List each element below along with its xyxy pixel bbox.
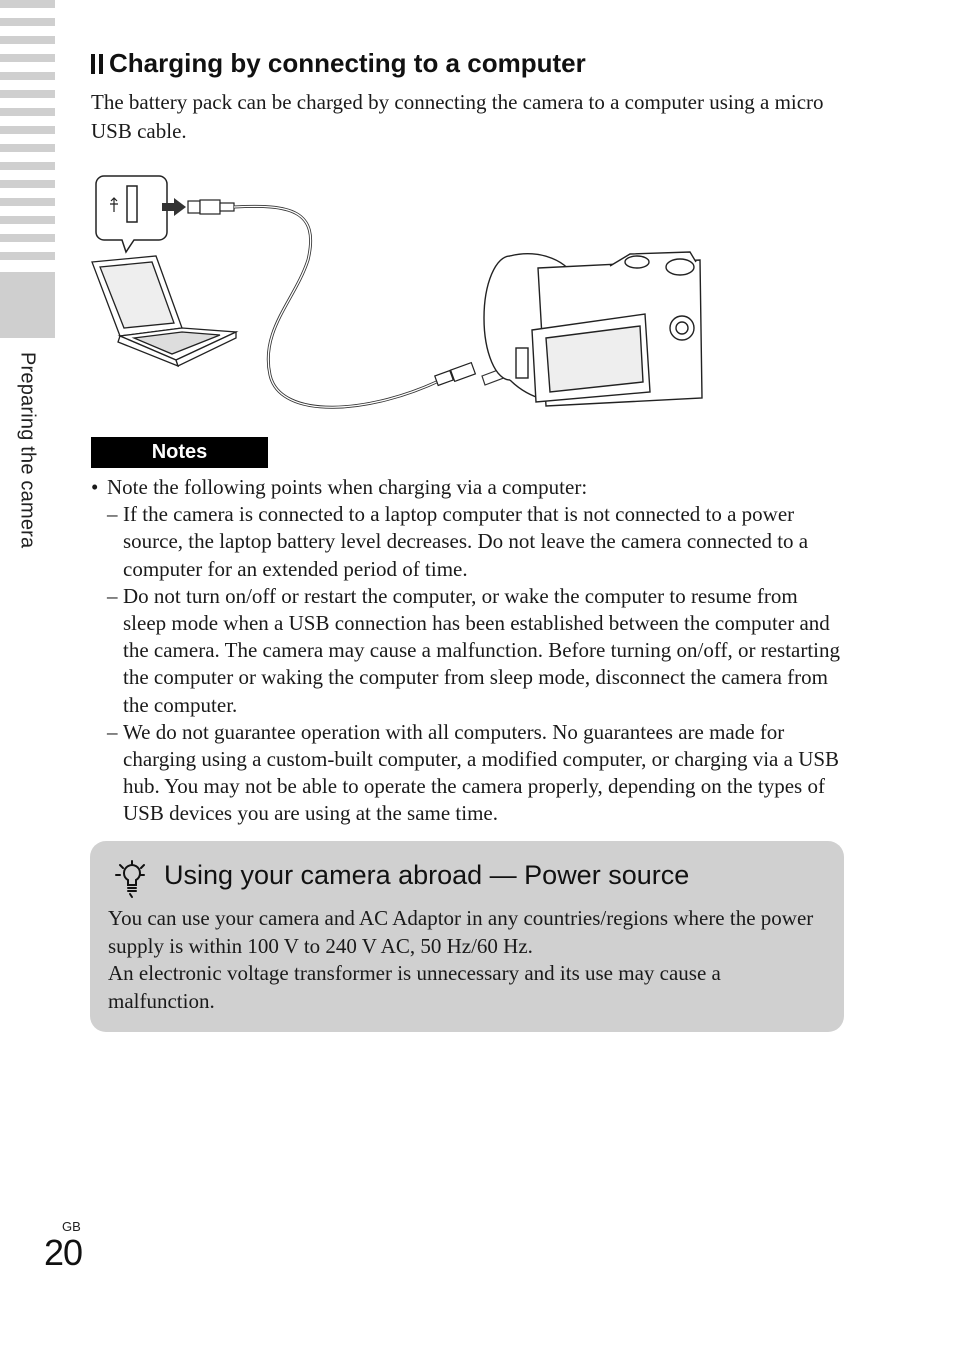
page-region-code: GB xyxy=(62,1219,81,1234)
dash-icon: – xyxy=(107,719,118,744)
micro-usb-plug xyxy=(435,363,476,386)
section-heading xyxy=(91,48,586,79)
notes-list xyxy=(91,474,841,828)
notes-bullet xyxy=(91,474,841,501)
tip-paragraph: An electronic voltage transformer is unnecessary and its use may cause a malfunction. xyxy=(108,961,721,1013)
notes-badge: Notes xyxy=(91,437,268,468)
laptop-drawing xyxy=(92,256,236,366)
section-heading-text: Charging by connecting to a computer xyxy=(109,48,586,78)
tip-body xyxy=(108,905,828,1015)
note-item xyxy=(91,583,841,719)
dash-icon: – xyxy=(107,583,118,608)
note-item-text: We do not guarantee operation with all computers. No guarantees are made for charging using a custom-built computer, a modified computer, or charging via a USB hub. You may not be able to operate the camera properly, depending on the types of USB devices you are using at the same time. xyxy=(123,719,840,826)
note-item xyxy=(91,501,841,583)
bullet-icon: • xyxy=(91,475,99,499)
light-bulb-icon xyxy=(114,859,146,899)
notes-bullet-text: Note the following points when charging via a computer: xyxy=(107,475,588,499)
tip-title: Using your camera abroad — Power source xyxy=(164,860,690,890)
usb-a-plug xyxy=(188,200,234,214)
dash-icon: – xyxy=(107,502,118,527)
note-item-text: If the camera is connected to a laptop computer that is not connected to a power source, the laptop battery level decreases. Do not leave the camera connected to a computer for an extended period of time. xyxy=(123,502,809,581)
side-index-stripes xyxy=(0,0,55,270)
camera-drawing xyxy=(484,252,702,406)
note-item xyxy=(91,719,841,828)
tip-paragraph: You can use your camera and AC Adaptor in any countries/regions where the power supply is within 100 V to 240 V AC, 50 Hz/60 Hz. xyxy=(108,906,814,958)
usb-port-callout xyxy=(96,176,167,252)
usb-charging-illustration xyxy=(90,170,740,420)
note-item-text: Do not turn on/off or restart the computer, or wake the computer to resume from sleep mode when a USB connection has been established between the computer and the camera. The camera may cause a malfunction. Before turning on/off, or restarting the computer or waking the computer from sleep mode, disconnect the camera from the computer. xyxy=(123,583,841,717)
tip-box xyxy=(90,841,844,1032)
page-number: 20 xyxy=(44,1232,83,1273)
heading-marker-icon xyxy=(91,54,103,74)
section-side-label: Preparing the camera xyxy=(16,352,39,549)
side-index-tab xyxy=(0,272,55,338)
section-intro: The battery pack can be charged by connecting the camera to a computer using a micro USB cable. xyxy=(91,90,824,143)
